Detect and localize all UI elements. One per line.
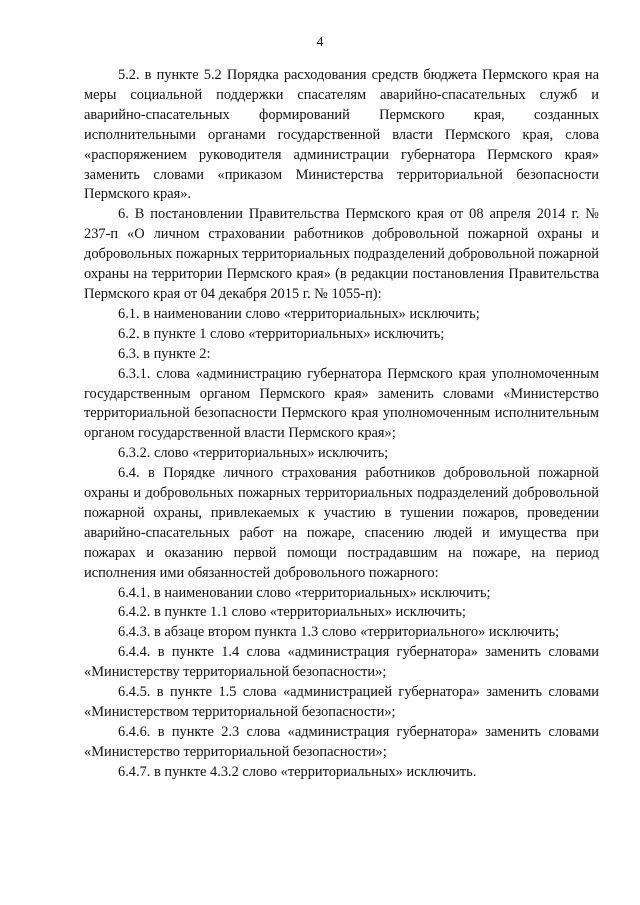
paragraph-6-4-1: 6.4.1. в наименовании слово «территориальных» исключить; xyxy=(118,584,491,601)
paragraph-6-2: 6.2. в пункте 1 слово «территориальных» исключить; xyxy=(118,325,445,342)
paragraph-5-2: 5.2. в пункте 5.2 Порядка расходования средств бюджета Пермского края на меры социальной поддержки спасателям аварийно-спасательных служб и аварийно-спасательных формирований Пермского края, созданных исполнительными органами государственной власти Пермского края, слова «распоряжением руководителя администрации губернатора Пермского края» заменить словами «приказом Министерства территориальной безопасности Пермского края». xyxy=(84,67,599,203)
paragraph-6-4: 6.4. в Порядке личного страхования работников добровольной пожарной охраны и добровольных пожарных территориальных подразделений добровольной пожарной охраны, привлекаемых к участию в тушении пожаров, проведении аварийно-спасательных работ на пожаре, спасению людей и имущества при пожарах и оказанию первой помощи пострадавшим на пожаре, на период исполнения ими обязанностей добровольного пожарного: xyxy=(84,465,599,581)
paragraph-6-3-2: 6.3.2. слово «территориальных» исключить; xyxy=(118,445,389,462)
paragraph-6-3-1: 6.3.1. слова «администрацию губернатора Пермского края уполномоченным государственным органом Пермского края» заменить словами «Министерство территориальной безопасности Пермского края уполномоченным исполнительным органом государственной власти Пермского края»; xyxy=(84,365,599,442)
paragraph-6-4-2: 6.4.2. в пункте 1.1 слово «территориальных» исключить; xyxy=(118,604,466,621)
paragraph-6-4-5: 6.4.5. в пункте 1.5 слова «администрацией губернатора» заменить словами «Министерством территориальной безопасности»; xyxy=(84,684,599,720)
paragraph-6: 6. В постановлении Правительства Пермского края от 08 апреля 2014 г. № 237-п «О личном страховании работников добровольной пожарной охраны и добровольных пожарных территориальных подразделений добровольной пожарной охраны на территории Пермского края» (в редакции постановления Правительства Пермского края от 04 декабря 2015 г. № 1055-п): xyxy=(84,206,599,302)
paragraph-6-4-7: 6.4.7. в пункте 4.3.2 слово «территориальных» исключить. xyxy=(118,763,477,780)
paragraph-6-4-6: 6.4.6. в пункте 2.3 слова «администрация губернатора» заменить словами «Министерство территориальной безопасности»; xyxy=(84,723,599,760)
paragraph-6-3: 6.3. в пункте 2: xyxy=(118,345,211,362)
paragraph-6-4-3: 6.4.3. в абзаце втором пункта 1.3 слово «территориального» исключить; xyxy=(118,624,560,641)
page-number: 4 xyxy=(316,35,324,50)
paragraph-6-1: 6.1. в наименовании слово «территориальных» исключить; xyxy=(118,305,480,322)
paragraph-6-4-4: 6.4.4. в пункте 1.4 слова «администрация губернатора» заменить словами «Министерству территориальной безопасности»; xyxy=(84,644,599,681)
document-body xyxy=(84,66,599,783)
